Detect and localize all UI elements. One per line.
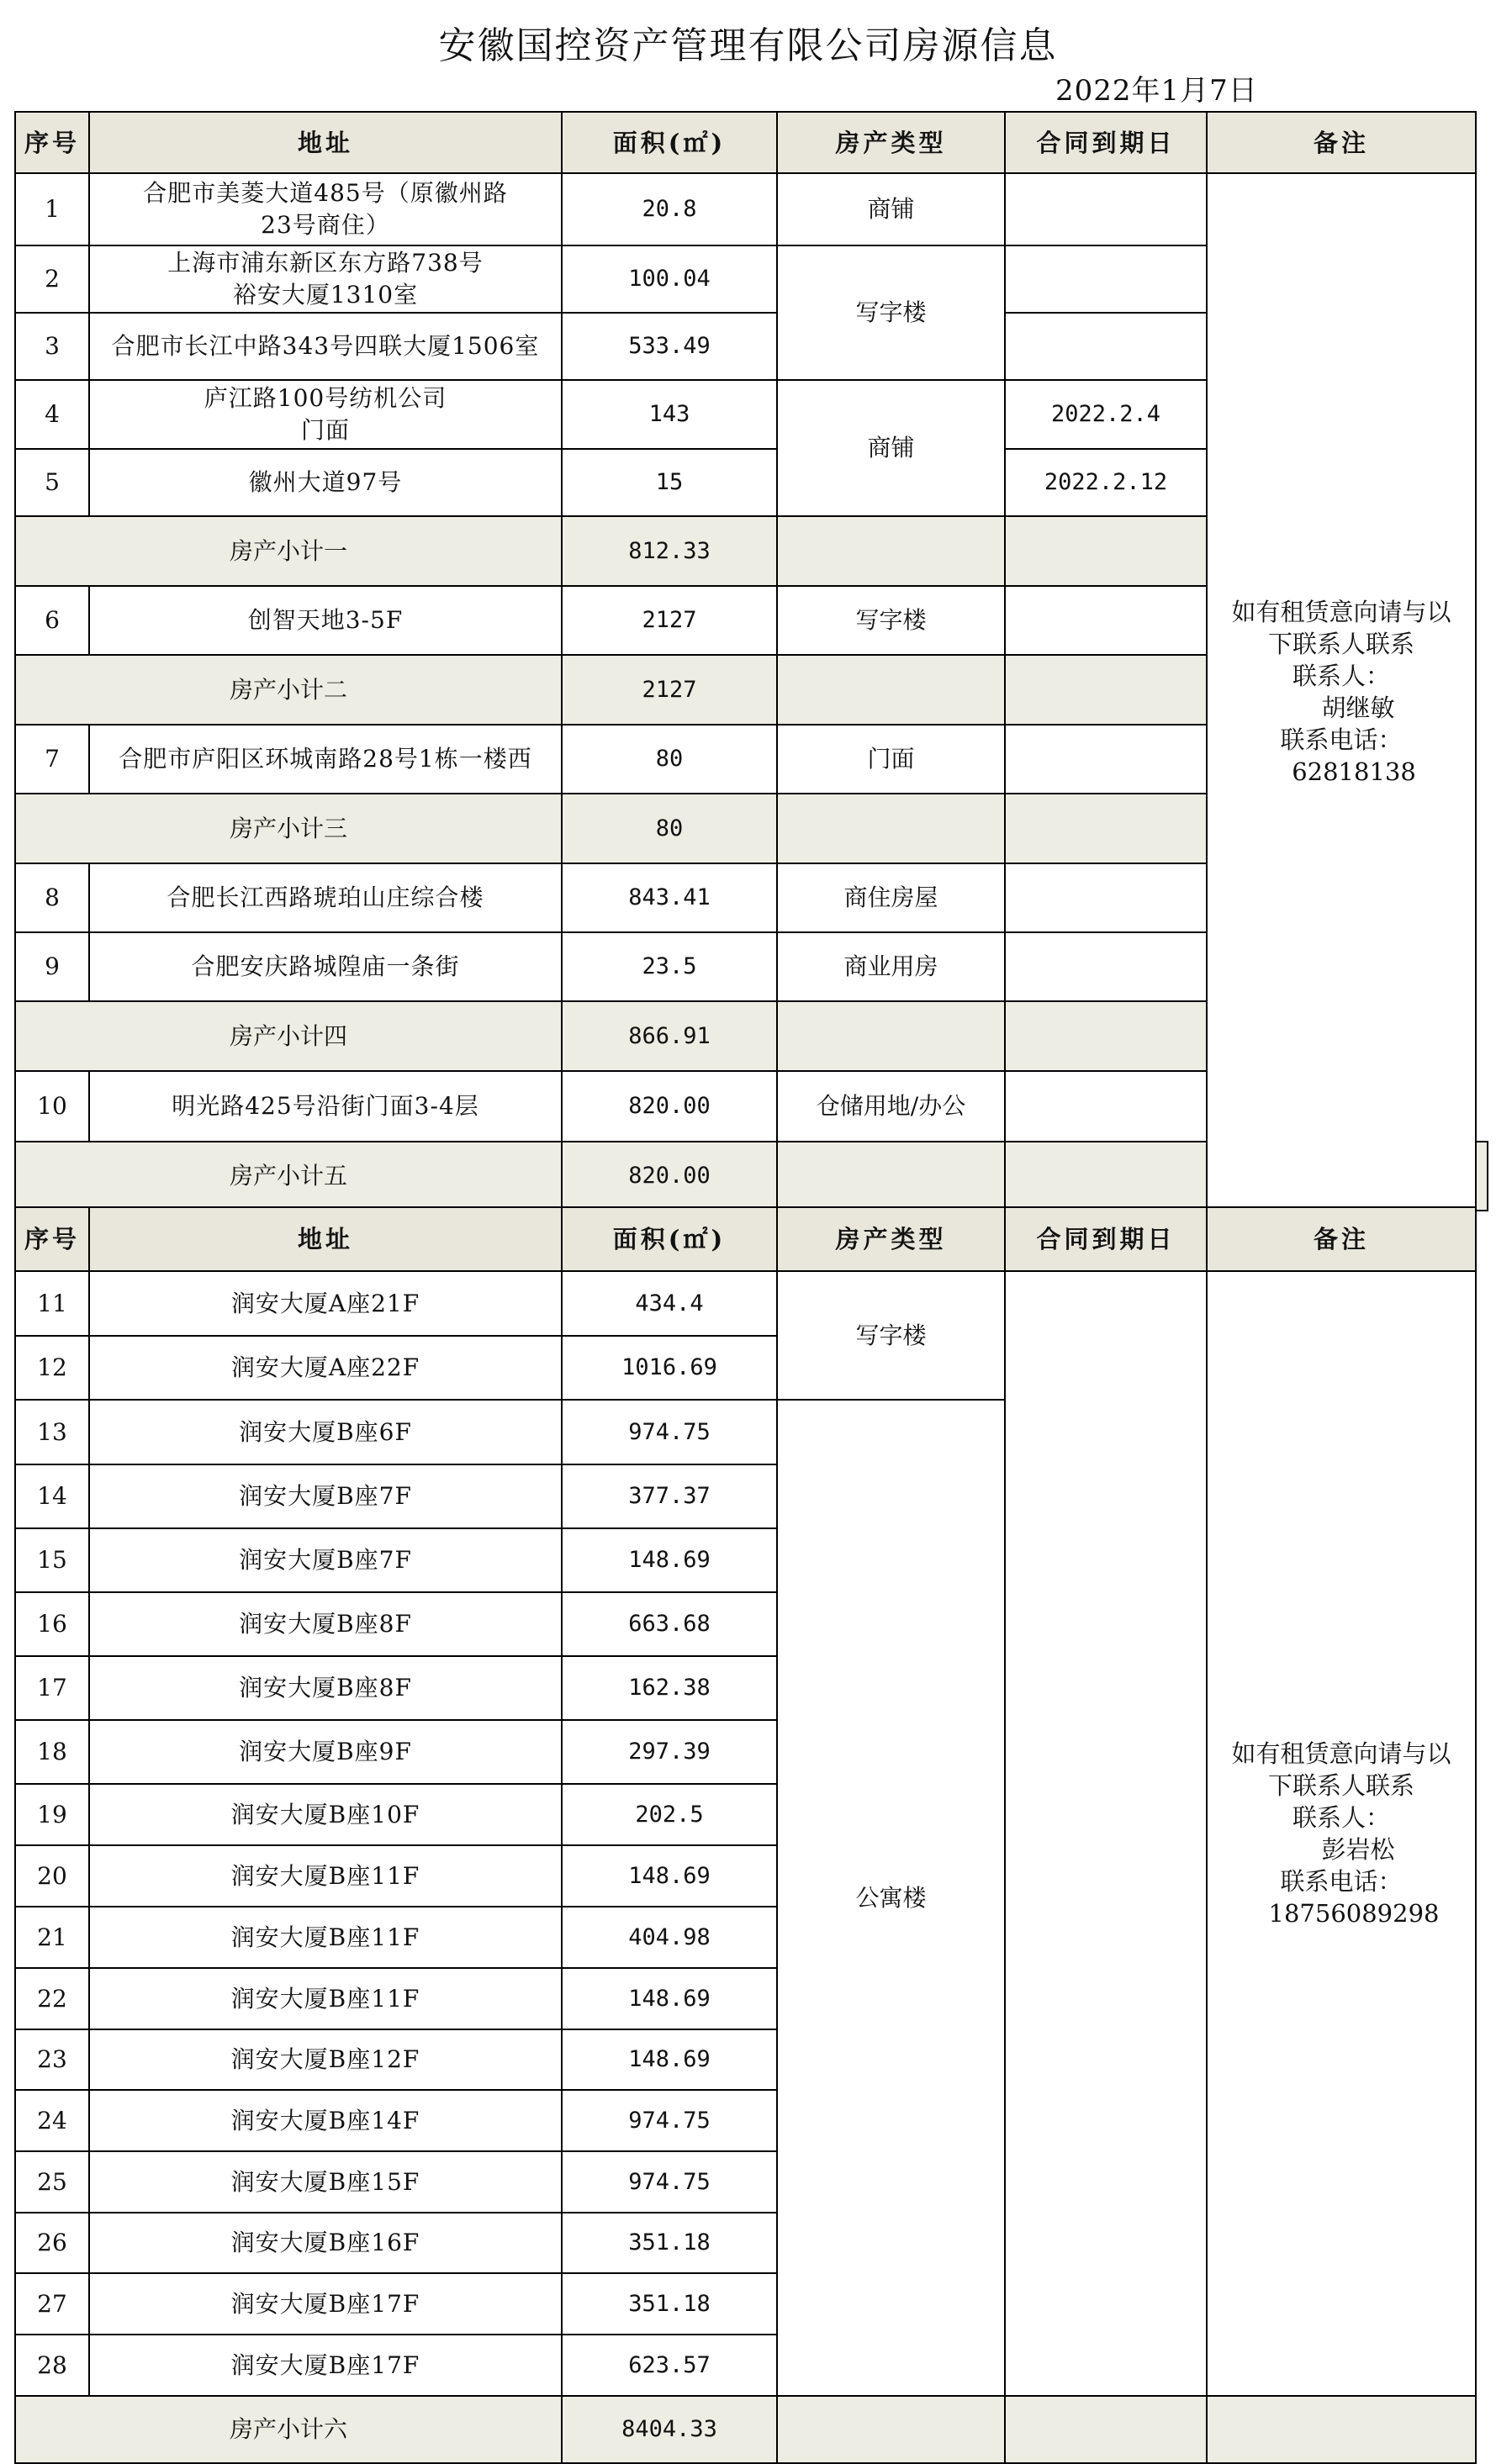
subtotal-value: 8404.33 [562, 2396, 777, 2463]
row-address: 润安大厦A座22F [89, 1336, 562, 1400]
row-address: 创智天地3-5F [89, 586, 562, 655]
row-area: 23.5 [562, 932, 777, 1001]
row-address: 合肥市庐阳区环城南路28号1栋一楼西 [89, 725, 562, 794]
contact-note-2: 如有租赁意向请与以 下联系人联系 联系人： 彭岩松 联系电话： 18756089298 [1207, 1271, 1476, 2396]
row-address: 润安大厦B座11F [89, 1845, 562, 1907]
row-address: 合肥长江西路琥珀山庄综合楼 [89, 863, 562, 932]
row-no: 13 [15, 1400, 89, 1464]
row-address: 上海市浦东新区东方路738号 裕安大厦1310室 [89, 245, 562, 313]
row-no: 18 [15, 1720, 89, 1784]
row-area: 143 [562, 380, 777, 449]
row-type: 仓储用地/办公 [777, 1071, 1005, 1142]
row-no: 11 [15, 1271, 89, 1336]
row-type: 写字楼 [777, 245, 1005, 380]
row-address: 润安大厦B座6F [89, 1400, 562, 1464]
row-due [1005, 725, 1207, 794]
row-no: 6 [15, 586, 89, 655]
row-address: 润安大厦B座12F [89, 2029, 562, 2090]
row-area: 162.38 [562, 1656, 777, 1720]
row-area: 404.98 [562, 1907, 777, 1968]
subtotal-row [15, 2396, 1476, 2463]
row-no: 16 [15, 1592, 89, 1656]
row-address: 润安大厦B座8F [89, 1592, 562, 1656]
row-due-merged [1005, 1271, 1207, 2396]
row-type: 门面 [777, 725, 1005, 794]
row-address: 润安大厦B座11F [89, 1968, 562, 2029]
row-no: 3 [15, 313, 89, 380]
header-address: 地址 [89, 112, 562, 173]
row-address: 合肥安庆路城隍庙一条街 [89, 932, 562, 1001]
subtotal-value: 866.91 [562, 1001, 777, 1071]
row-no: 5 [15, 449, 89, 516]
row-address: 润安大厦B座17F [89, 2273, 562, 2335]
row-no: 26 [15, 2213, 89, 2273]
row-type: 商业用房 [777, 932, 1005, 1001]
row-no: 19 [15, 1784, 89, 1845]
row-area: 148.69 [562, 1968, 777, 2029]
property-table-1 [14, 111, 1488, 1211]
subtotal-value: 80 [562, 794, 777, 863]
row-area: 434.4 [562, 1271, 777, 1336]
subtotal-label: 房产小计五 [15, 1142, 562, 1211]
row-area: 974.75 [562, 2151, 777, 2213]
row-area: 974.75 [562, 1400, 777, 1464]
row-type-office: 写字楼 [777, 1271, 1005, 1400]
row-address: 润安大厦A座21F [89, 1271, 562, 1336]
row-area: 820.00 [562, 1071, 777, 1142]
row-due [1005, 586, 1207, 655]
row-due [1005, 932, 1207, 1001]
row-area: 148.69 [562, 1528, 777, 1592]
row-address: 润安大厦B座7F [89, 1464, 562, 1528]
row-due: 2022.2.4 [1005, 380, 1207, 449]
row-area: 533.49 [562, 313, 777, 380]
row-address: 徽州大道97号 [89, 449, 562, 516]
row-no: 28 [15, 2335, 89, 2396]
row-no: 2 [15, 245, 89, 313]
subtotal-value: 2127 [562, 655, 777, 725]
row-no: 7 [15, 725, 89, 794]
row-address: 润安大厦B座16F [89, 2213, 562, 2273]
row-no: 20 [15, 1845, 89, 1907]
row-area: 843.41 [562, 863, 777, 932]
header-note: 备注 [1207, 1207, 1476, 1271]
header-type: 房产类型 [777, 1207, 1005, 1271]
row-no: 22 [15, 1968, 89, 2029]
table-header [15, 1207, 1476, 1271]
row-area: 623.57 [562, 2335, 777, 2396]
row-area: 15 [562, 449, 777, 516]
row-type: 写字楼 [777, 586, 1005, 655]
row-no: 27 [15, 2273, 89, 2335]
row-address: 润安大厦B座7F [89, 1528, 562, 1592]
table-row [15, 1271, 1476, 1336]
row-no: 10 [15, 1071, 89, 1142]
row-area: 80 [562, 725, 777, 794]
subtotal-label: 房产小计四 [15, 1001, 562, 1071]
row-area: 663.68 [562, 1592, 777, 1656]
row-no: 24 [15, 2090, 89, 2151]
row-no: 4 [15, 380, 89, 449]
row-type: 商铺 [777, 173, 1005, 245]
row-area: 2127 [562, 586, 777, 655]
header-area: 面积(㎡) [562, 112, 777, 173]
header-due-date: 合同到期日 [1005, 112, 1207, 173]
row-no: 1 [15, 173, 89, 245]
subtotal-value: 820.00 [562, 1142, 777, 1211]
row-address: 合肥市长江中路343号四联大厦1506室 [89, 313, 562, 380]
header-area: 面积(㎡) [562, 1207, 777, 1271]
row-no: 12 [15, 1336, 89, 1400]
row-type: 商铺 [777, 380, 1005, 516]
row-address: 润安大厦B座10F [89, 1784, 562, 1845]
row-address: 庐江路100号纺机公司 门面 [89, 380, 562, 449]
row-no: 25 [15, 2151, 89, 2213]
table-header [15, 112, 1488, 173]
header-note: 备注 [1207, 112, 1476, 173]
row-address: 润安大厦B座17F [89, 2335, 562, 2396]
report-date: 2022年1月7日 [1055, 74, 1258, 108]
table-row [15, 173, 1488, 245]
row-no: 8 [15, 863, 89, 932]
subtotal-label: 房产小计二 [15, 655, 562, 725]
row-type: 商住房屋 [777, 863, 1005, 932]
row-due: 2022.2.12 [1005, 449, 1207, 516]
row-address: 明光路425号沿街门面3-4层 [89, 1071, 562, 1142]
row-due [1005, 863, 1207, 932]
header-no: 序号 [15, 112, 89, 173]
subtotal-label: 房产小计三 [15, 794, 562, 863]
row-no: 14 [15, 1464, 89, 1528]
row-due [1005, 1071, 1207, 1142]
row-no: 23 [15, 2029, 89, 2090]
row-area: 148.69 [562, 1845, 777, 1907]
header-type: 房产类型 [777, 112, 1005, 173]
page-title: 安徽国控资产管理有限公司房源信息 [438, 24, 1058, 67]
contact-note-1: 如有租赁意向请与以 下联系人联系 联系人： 胡继敏 联系电话： 62818138 [1207, 173, 1476, 1211]
row-area: 377.37 [562, 1464, 777, 1528]
subtotal-label: 房产小计一 [15, 516, 562, 586]
row-area: 1016.69 [562, 1336, 777, 1400]
subtotal-label: 房产小计六 [15, 2396, 562, 2463]
row-no: 17 [15, 1656, 89, 1720]
header-address: 地址 [89, 1207, 562, 1271]
row-address: 润安大厦B座9F [89, 1720, 562, 1784]
row-area: 974.75 [562, 2090, 777, 2151]
row-address: 润安大厦B座14F [89, 2090, 562, 2151]
row-area: 297.39 [562, 1720, 777, 1784]
row-due [1005, 173, 1207, 245]
row-due [1005, 245, 1207, 313]
subtotal-value: 812.33 [562, 516, 777, 586]
row-no: 15 [15, 1528, 89, 1592]
row-address: 润安大厦B座8F [89, 1656, 562, 1720]
row-address: 润安大厦B座15F [89, 2151, 562, 2213]
row-area: 20.8 [562, 173, 777, 245]
header-due-date: 合同到期日 [1005, 1207, 1207, 1271]
header-no: 序号 [15, 1207, 89, 1271]
property-table-2 [14, 1206, 1477, 2464]
row-type-apartment: 公寓楼 [777, 1400, 1005, 2396]
row-area: 202.5 [562, 1784, 777, 1845]
row-no: 21 [15, 1907, 89, 1968]
row-due [1005, 313, 1207, 380]
row-no: 9 [15, 932, 89, 1001]
row-address: 润安大厦B座11F [89, 1907, 562, 1968]
row-area: 148.69 [562, 2029, 777, 2090]
row-area: 351.18 [562, 2213, 777, 2273]
row-area: 100.04 [562, 245, 777, 313]
row-address: 合肥市美菱大道485号（原徽州路 23号商住） [89, 173, 562, 245]
row-area: 351.18 [562, 2273, 777, 2335]
